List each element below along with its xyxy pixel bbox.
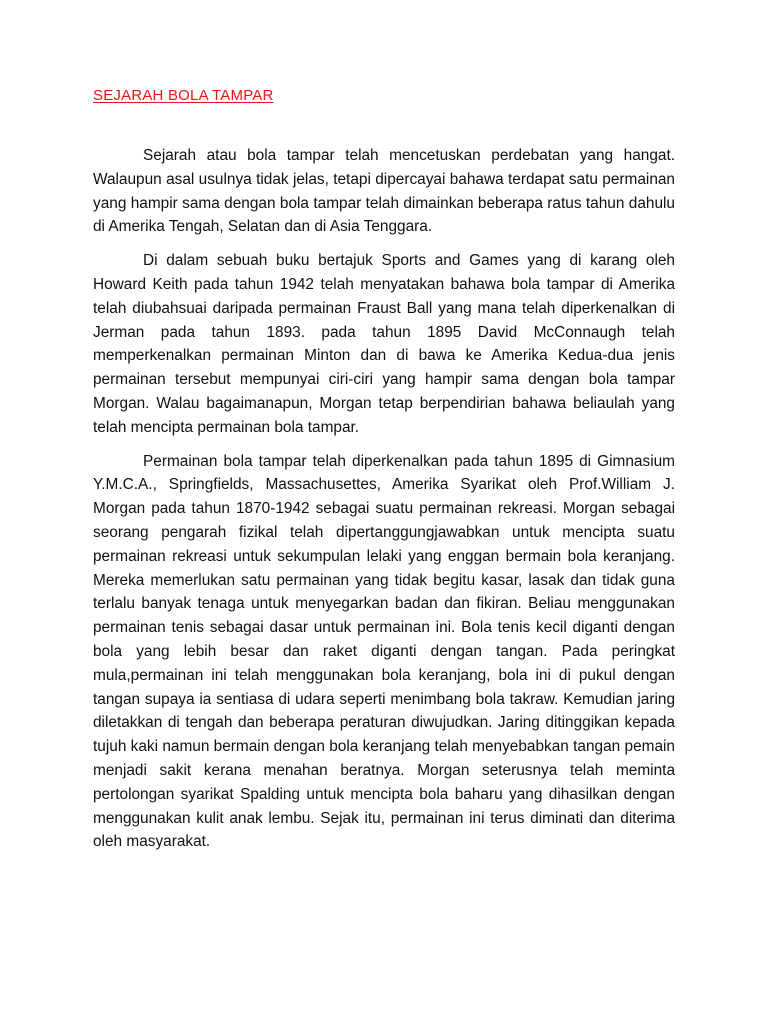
paragraph-3: Permainan bola tampar telah diperkenalkan pada tahun 1895 di Gimnasium Y.M.C.A., Springfields, Massachusettes, Amerika Syarikat oleh Prof.William J. Morgan pada tahun 1870-1942 sebagai suatu permainan rekreasi. Morgan sebagai seorang pengarah fizikal telah dipertanggungjawabkan untuk mencipta suatu permainan rekreasi untuk sekumpulan lelaki yang enggan bermain bola keranjang. Mereka memerlukan satu permainan yang tidak begitu kasar, lasak dan tidak guna terlalu banyak tenaga untuk menyegarkan badan dan fikiran. Beliau menggunakan permainan tenis sebagai dasar untuk permainan ini. Bola tenis kecil diganti dengan bola yang lebih besar dan raket diganti dengan tangan. Pada peringkat mula,permainan ini telah menggunakan bola keranjang, bola ini di pukul dengan tangan supaya ia sentiasa di udara seperti menimbang bola takraw. Kemudian jaring diletakkan di tengah dan beberapa peraturan diwujudkan. Jaring ditinggikan kepada tujuh kaki namun bermain dengan bola keranjang telah menyebabkan tangan pemain menjadi sakit kerana menahan beratnya. Morgan seterusnya telah meminta pertolongan syarikat Spalding untuk mencipta bola baharu yang dihasilkan dengan menggunakan kulit anak lembu. Sejak itu, permainan ini terus diminati dan diterima oleh masyarakat. [93,452,675,851]
document-page [93,84,675,864]
paragraph-1: Sejarah atau bola tampar telah mencetuskan perdebatan yang hangat. Walaupun asal usulnya tidak jelas, tetapi dipercayai bahawa terdapat satu permainan yang hampir sama dengan bola tampar telah dimainkan beberapa ratus tahun dahulu di Amerika Tengah, Selatan dan di Asia Tenggara. [93,147,675,236]
document-title: SEJARAH BOLA TAMPAR [93,87,274,104]
paragraph-2: Di dalam sebuah buku bertajuk Sports and Games yang di karang oleh Howard Keith pada tahun 1942 telah menyatakan bahawa bola tampar di Amerika telah diubahsuai daripada permainan Fraust Ball yang mana telah diperkenalkan di Jerman pada tahun 1893. pada tahun 1895 David McConnaugh telah memperkenalkan permainan Minton dan di bawa ke Amerika Kedua-dua jenis permainan tersebut mempunyai ciri-ciri yang hampir sama dengan bola tampar Morgan. Walau bagaimanapun, Morgan tetap berpendirian bahawa beliaulah yang telah mencipta permainan bola tampar. [93,252,675,436]
